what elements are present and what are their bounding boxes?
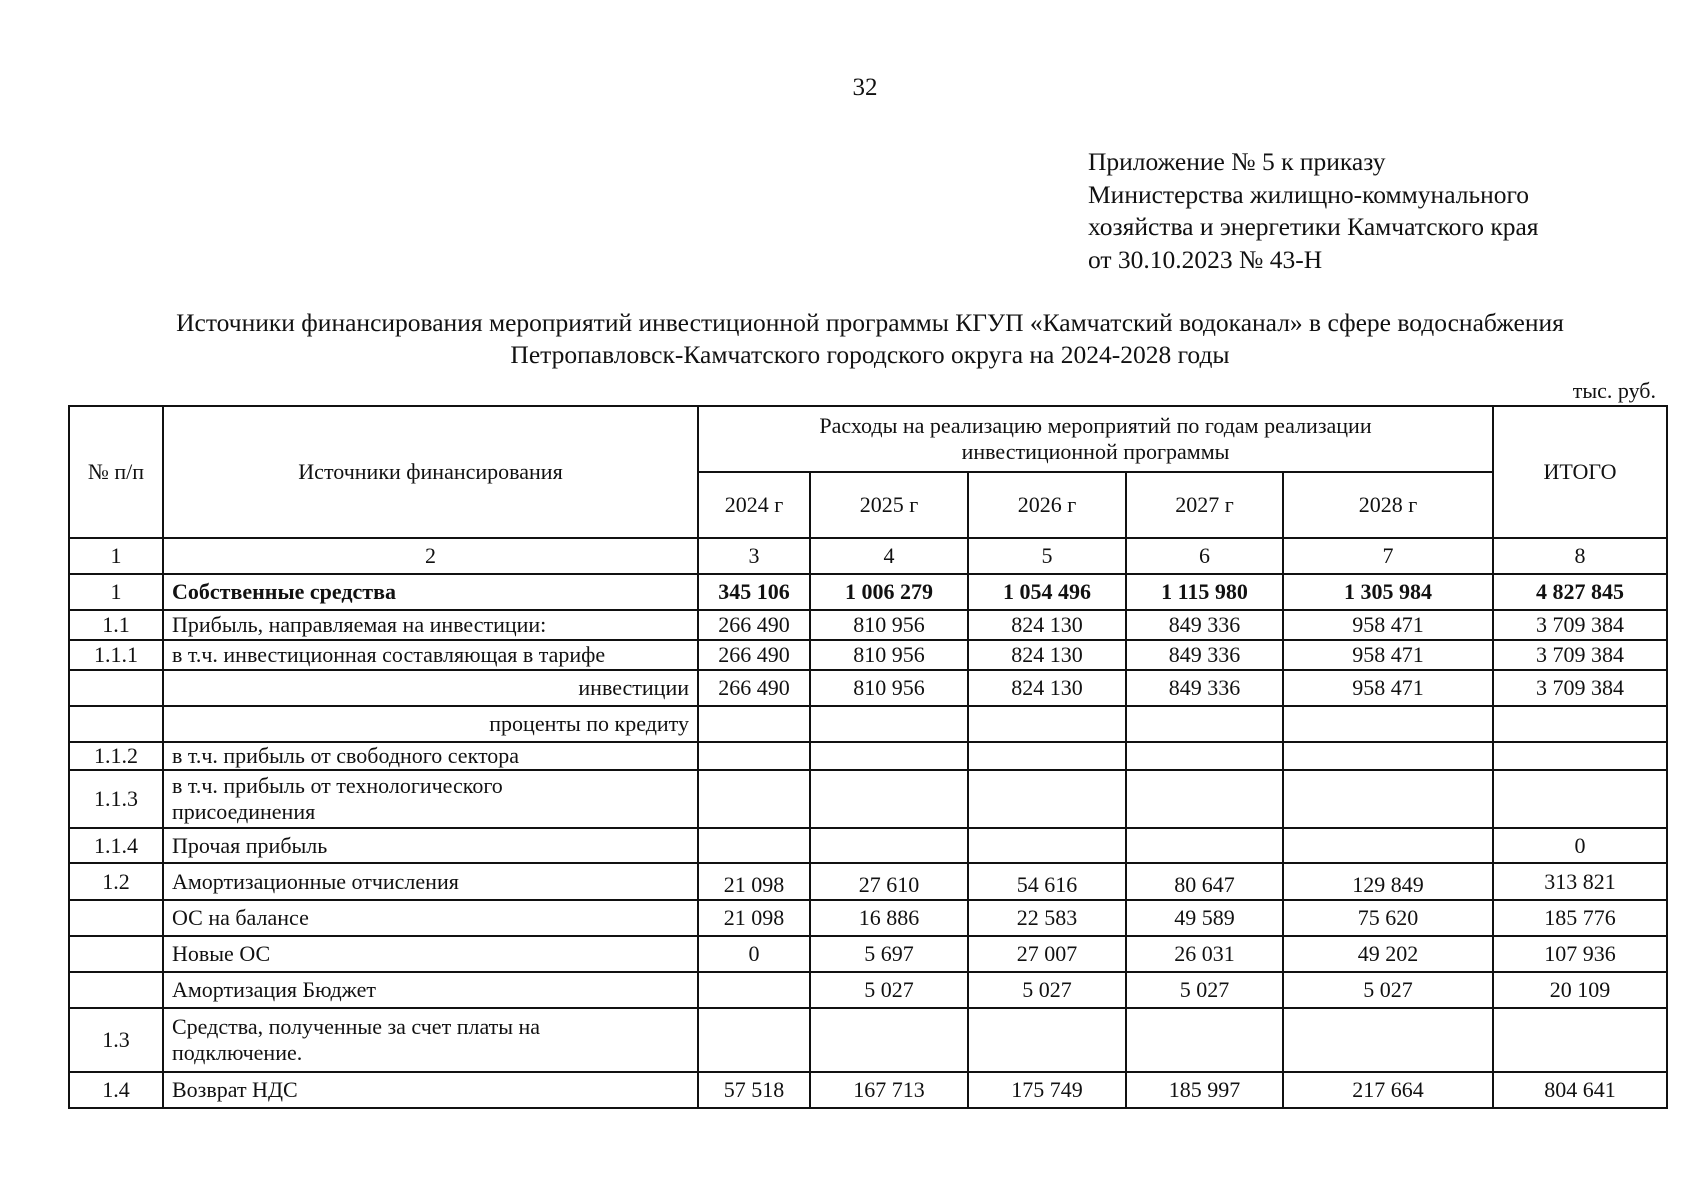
- cell-2026: 824 130: [968, 670, 1126, 706]
- table-row: [69, 936, 1667, 972]
- table-row: [69, 610, 1667, 640]
- title-line: Петропавловск-Камчатского городского округа на 2024-2028 годы: [510, 340, 1230, 369]
- cell-2027: 5 027: [1126, 972, 1283, 1008]
- cell-2026: [968, 742, 1126, 770]
- column-number: 2: [163, 538, 698, 574]
- column-number: 4: [810, 538, 968, 574]
- table-row: [69, 670, 1667, 706]
- row-num: 1.1.1: [69, 640, 163, 670]
- cell-2026: 27 007: [968, 936, 1126, 972]
- row-num: 1: [69, 574, 163, 610]
- cell-total: 0: [1493, 828, 1667, 863]
- row-name: в т.ч. прибыль от свободного сектора: [163, 742, 698, 770]
- cell-2024: 57 518: [698, 1072, 810, 1108]
- cell-total: [1493, 770, 1667, 828]
- table-row: [69, 640, 1667, 670]
- cell-2024: 266 490: [698, 610, 810, 640]
- cell-2026: 175 749: [968, 1072, 1126, 1108]
- row-name: в т.ч. инвестиционная составляющая в тарифе: [163, 640, 698, 670]
- units-label: тыс. руб.: [1572, 378, 1656, 403]
- cell-2028: 75 620: [1283, 900, 1493, 936]
- column-number: 3: [698, 538, 810, 574]
- row-num: [69, 972, 163, 1008]
- cell-2027: 26 031: [1126, 936, 1283, 972]
- row-name: Возврат НДС: [163, 1072, 698, 1108]
- cell-2027: [1126, 1008, 1283, 1072]
- cell-2027: 1 115 980: [1126, 574, 1283, 610]
- row-num: [69, 900, 163, 936]
- cell-2024: 266 490: [698, 640, 810, 670]
- cell-2024: [698, 742, 810, 770]
- appendix-line: хозяйства и энергетики Камчатского края: [1088, 212, 1539, 241]
- cell-2025: 16 886: [810, 900, 968, 936]
- cell-2024: 21 098: [698, 900, 810, 936]
- row-num: [69, 936, 163, 972]
- appendix-line: Министерства жилищно-коммунального: [1088, 179, 1530, 209]
- cell-2026: 5 027: [968, 972, 1126, 1008]
- header-year: 2025 г: [810, 472, 968, 538]
- header-total: ИТОГО: [1493, 406, 1667, 538]
- row-name-line: в т.ч. прибыль от технологического: [172, 773, 503, 798]
- cell-2028: 958 471: [1283, 670, 1493, 706]
- cell-total: 107 936: [1493, 936, 1667, 972]
- page-number: 32: [852, 74, 878, 101]
- cell-2028: 5 027: [1283, 972, 1493, 1008]
- table-row: [69, 742, 1667, 770]
- cell-2025: [810, 770, 968, 828]
- cell-2025: 5 027: [810, 972, 968, 1008]
- cell-total: 3 709 384: [1493, 610, 1667, 640]
- header-year: 2024 г: [698, 472, 810, 538]
- row-num: 1.1: [69, 610, 163, 640]
- row-num: 1.1.3: [69, 770, 163, 828]
- cell-2025: [810, 828, 968, 863]
- row-name: [163, 1008, 698, 1072]
- row-num: [69, 670, 163, 706]
- cell-2028: [1283, 770, 1493, 828]
- row-name: Прибыль, направляемая на инвестиции:: [163, 610, 698, 640]
- cell-2028: [1283, 828, 1493, 863]
- cell-total: 3 709 384: [1493, 670, 1667, 706]
- header-source: Источники финансирования: [163, 406, 698, 538]
- cell-2026: [968, 828, 1126, 863]
- cell-2025: [810, 1008, 968, 1072]
- appendix-line: Приложение № 5 к приказу: [1088, 147, 1386, 176]
- cell-total: 4 827 845: [1493, 574, 1667, 610]
- cell-2028: 217 664: [1283, 1072, 1493, 1108]
- cell-2025: 810 956: [810, 670, 968, 706]
- cell-2027: 49 589: [1126, 900, 1283, 936]
- column-number-row: [69, 538, 1667, 574]
- cell-2024: 345 106: [698, 574, 810, 610]
- row-num: [69, 706, 163, 742]
- cell-2027: [1126, 706, 1283, 742]
- table-row: [69, 1008, 1667, 1072]
- cell-total: [1493, 742, 1667, 770]
- cell-2026: 824 130: [968, 640, 1126, 670]
- row-num: 1.2: [69, 863, 163, 900]
- cell-2024: [698, 1008, 810, 1072]
- column-number: 7: [1283, 538, 1493, 574]
- table-row: [69, 574, 1667, 610]
- cell-2028: 49 202: [1283, 936, 1493, 972]
- cell-2025: 810 956: [810, 640, 968, 670]
- row-name: Амортизация Бюджет: [163, 972, 698, 1008]
- header-year: 2026 г: [968, 472, 1126, 538]
- cell-2027: 849 336: [1126, 610, 1283, 640]
- financing-table: [68, 405, 1668, 1109]
- cell-2028: 129 849: [1283, 863, 1493, 900]
- cell-2026: [968, 1008, 1126, 1072]
- cell-2025: [810, 706, 968, 742]
- cell-total: 3 709 384: [1493, 640, 1667, 670]
- cell-2027: 849 336: [1126, 640, 1283, 670]
- cell-2025: 810 956: [810, 610, 968, 640]
- cell-2028: 958 471: [1283, 610, 1493, 640]
- table-header-row: [69, 406, 1667, 472]
- table-row: [69, 972, 1667, 1008]
- row-name: Амортизационные отчисления: [163, 863, 698, 900]
- cell-2024: [698, 828, 810, 863]
- cell-2024: [698, 706, 810, 742]
- cell-2027: 185 997: [1126, 1072, 1283, 1108]
- row-name: проценты по кредиту: [163, 706, 698, 742]
- cell-2028: 958 471: [1283, 640, 1493, 670]
- document-title: [70, 307, 1670, 371]
- row-name: Новые ОС: [163, 936, 698, 972]
- header-year: 2027 г: [1126, 472, 1283, 538]
- cell-2028: [1283, 742, 1493, 770]
- row-name: Собственные средства: [163, 574, 698, 610]
- cell-2027: [1126, 742, 1283, 770]
- column-number: 5: [968, 538, 1126, 574]
- cell-2028: [1283, 706, 1493, 742]
- row-num: 1.3: [69, 1008, 163, 1072]
- cell-2027: 80 647: [1126, 863, 1283, 900]
- title-line: Источники финансирования мероприятий инвестиционной программы КГУП «Камчатский водоканал» в сфере водоснабжения: [176, 308, 1564, 337]
- cell-2026: 824 130: [968, 610, 1126, 640]
- row-num: 1.4: [69, 1072, 163, 1108]
- row-num: 1.1.4: [69, 828, 163, 863]
- cell-2028: [1283, 1008, 1493, 1072]
- column-number: 1: [69, 538, 163, 574]
- appendix-reference: [1088, 146, 1539, 276]
- header-expenses: [698, 406, 1493, 472]
- row-name: [163, 770, 698, 828]
- cell-2024: 0: [698, 936, 810, 972]
- cell-total: 185 776: [1493, 900, 1667, 936]
- header-expenses-line: инвестиционной программы: [961, 439, 1230, 464]
- row-num: 1.1.2: [69, 742, 163, 770]
- cell-2026: 22 583: [968, 900, 1126, 936]
- table-row: [69, 900, 1667, 936]
- table-row: [69, 1072, 1667, 1108]
- cell-2025: 1 006 279: [810, 574, 968, 610]
- cell-2025: 5 697: [810, 936, 968, 972]
- cell-2025: 27 610: [810, 863, 968, 900]
- header-num: № п/п: [69, 406, 163, 538]
- cell-total: 804 641: [1493, 1072, 1667, 1108]
- cell-2025: [810, 742, 968, 770]
- cell-2026: 1 054 496: [968, 574, 1126, 610]
- row-name: Прочая прибыль: [163, 828, 698, 863]
- cell-2024: 21 098: [698, 863, 810, 900]
- table-row: [69, 706, 1667, 742]
- row-name: инвестиции: [163, 670, 698, 706]
- row-name-line: подключение.: [172, 1040, 303, 1065]
- table-row: [69, 828, 1667, 863]
- column-number: 6: [1126, 538, 1283, 574]
- cell-total: [1493, 706, 1667, 742]
- header-year: 2028 г: [1283, 472, 1493, 538]
- cell-2027: [1126, 828, 1283, 863]
- cell-2024: [698, 972, 810, 1008]
- cell-2025: 167 713: [810, 1072, 968, 1108]
- table-row: [69, 770, 1667, 828]
- row-name: ОС на балансе: [163, 900, 698, 936]
- header-expenses-line: Расходы на реализацию мероприятий по годам реализации: [819, 413, 1372, 438]
- cell-total: [1493, 1008, 1667, 1072]
- cell-2026: 54 616: [968, 863, 1126, 900]
- row-name-line: Средства, полученные за счет платы на: [172, 1014, 541, 1039]
- cell-2027: [1126, 770, 1283, 828]
- cell-2024: [698, 770, 810, 828]
- cell-total: 313 821: [1493, 863, 1667, 900]
- column-number: 8: [1493, 538, 1667, 574]
- appendix-line: от 30.10.2023 № 43-Н: [1088, 244, 1323, 274]
- cell-2028: 1 305 984: [1283, 574, 1493, 610]
- cell-2027: 849 336: [1126, 670, 1283, 706]
- cell-2024: 266 490: [698, 670, 810, 706]
- cell-total: 20 109: [1493, 972, 1667, 1008]
- table-row: [69, 863, 1667, 900]
- cell-2026: [968, 770, 1126, 828]
- row-name-line: присоединения: [172, 799, 316, 824]
- cell-2026: [968, 706, 1126, 742]
